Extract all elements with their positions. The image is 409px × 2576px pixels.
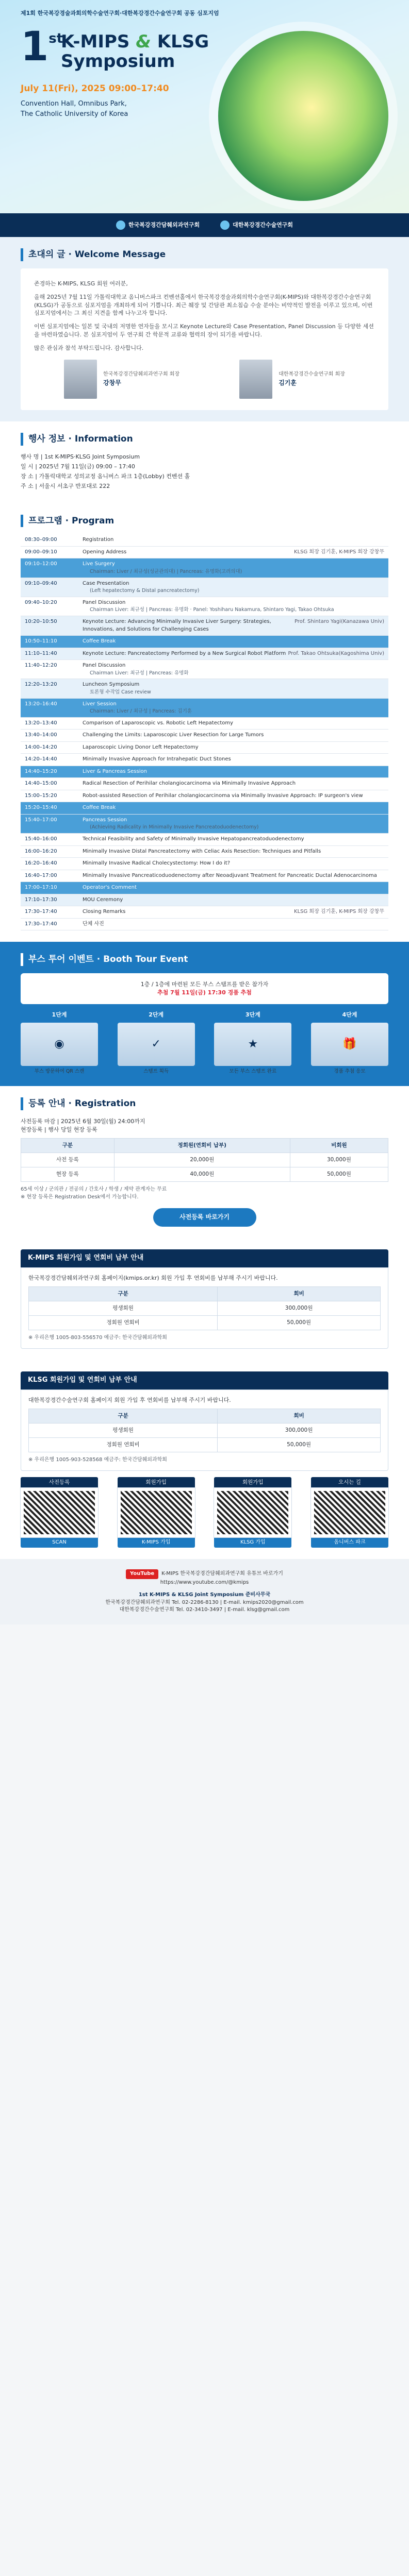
reg-onsite: 현장등록 | 행사 당일 현장 등록 [21, 1126, 97, 1133]
booth-box [21, 973, 388, 1004]
hero-banner [0, 0, 409, 237]
program-row [21, 717, 388, 730]
program-row [21, 741, 388, 754]
registration-title: 등록 안내 · Registration [21, 1097, 388, 1110]
program-session [78, 597, 388, 616]
program-time: 16:40–17:00 [21, 870, 78, 882]
booth-section [0, 942, 409, 1086]
table-row: 정회원 연회비 50,000원 [29, 1316, 381, 1330]
qr-codes [21, 1477, 388, 1548]
program-session [78, 918, 388, 930]
program-topic: Minimally Invasive Approach for Intrahepatic Duct Stones [83, 756, 231, 762]
step-caption: 스탬프 획득 [143, 1068, 169, 1074]
program-time: 09:10–09:40 [21, 578, 78, 597]
klsg-logo: 대한복강경간수술연구회 [220, 221, 293, 230]
signature-klsg: 대한복강경간수술연구회 회장 김기훈 [239, 360, 345, 399]
program-time: 17:30–17:40 [21, 918, 78, 930]
booth-step [214, 1010, 291, 1075]
kmips-logo-icon [116, 221, 125, 230]
hero-title: K-MIPS & KLSG Symposium [61, 31, 209, 72]
kmips-card [21, 1267, 388, 1349]
program-time: 09:00–09:10 [21, 546, 78, 558]
program-row [21, 778, 388, 790]
hero-date: July 11(Fri), 2025 09:00–17:40 [21, 83, 169, 94]
program-time: 16:00–16:20 [21, 845, 78, 858]
qr-label: 오시는 길 [311, 1477, 388, 1488]
program-topic: Panel Discussion [83, 663, 126, 669]
step-caption: 모든 부스 스탬프 완료 [229, 1068, 277, 1074]
qr-code-icon[interactable] [118, 1488, 195, 1537]
welcome-greeting: 존경하는 K-MIPS, KLSG 회원 여러분, [34, 280, 128, 287]
program-time: 16:20–16:40 [21, 858, 78, 870]
booth-draw: 추첨 7월 11일(금) 17:30 경품 추첨 [157, 989, 252, 996]
program-row [21, 558, 388, 578]
signature-kmips: 한국복강경간담췌외과연구회 회장 강창무 [64, 360, 179, 399]
qr-tag: KLSG 가입 [214, 1537, 291, 1548]
klsg-membership-section [0, 1360, 409, 1560]
footer [0, 1559, 409, 1624]
program-time: 14:00–14:20 [21, 741, 78, 754]
program-row [21, 918, 388, 930]
program-row [21, 597, 388, 616]
table-row: 평생회원 300,000원 [29, 1423, 381, 1437]
program-session [78, 717, 388, 730]
qr-code-icon[interactable] [311, 1488, 388, 1537]
qr-item[interactable] [311, 1477, 388, 1548]
program-topic: Operator's Comment [83, 885, 137, 891]
program-time: 13:20–13:40 [21, 717, 78, 730]
qr-code-icon[interactable] [214, 1488, 291, 1537]
hero-venue: Convention Hall, Omnibus Park, The Catholic University of Korea [21, 100, 128, 118]
program-topic: Pancreas Session [83, 817, 127, 823]
qr-tag: 옴니버스 파크 [311, 1537, 388, 1548]
booth-title: 부스 투어 이벤트 · Booth Tour Event [21, 953, 388, 966]
kmips-account: ※ 우리은행 1005-803-556570 예금주: 한국간담췌외과학회 [28, 1335, 167, 1341]
step-caption: 부스 방문하여 QR 스캔 [34, 1068, 85, 1074]
program-session [78, 741, 388, 754]
qr-item[interactable] [21, 1477, 98, 1548]
program-section [0, 503, 409, 942]
table-row: 평생회원 300,000원 [29, 1301, 381, 1315]
program-topic: Coffee Break [83, 805, 116, 811]
program-topic: Robot-assisted Resection of Perihilar cholangiocarcinoma via Minimally Invasive Approach: IP surgeon's view [83, 792, 363, 799]
booth-step [21, 1010, 98, 1075]
youtube-link[interactable]: YouTube K-MIPS 한국복강경간담췌외과연구회 유튜브 바로가기 [21, 1569, 388, 1579]
step-number: 3단계 [239, 1010, 267, 1020]
klsg-card [21, 1389, 388, 1471]
program-topic: Comparison of Laparoscopic vs. Robotic Left Hepatectomy [83, 720, 234, 726]
program-sub: Chairman: Liver / 최규성 | Pancreas: 김기훈 [90, 708, 192, 715]
program-session [78, 766, 388, 778]
program-row [21, 814, 388, 833]
welcome-paragraph: 이번 심포지엄에는 일본 및 국내의 저명한 연자들을 모시고 Keynote Lecture와 Case Presentation, Panel Discussion 등 다양한 세션을 마련하였습니다. 본 심포지엄이 두 연구회 간 학문적 교류와 협력의 장이 되기를 바랍니다. [34, 323, 374, 338]
program-speaker: Prof. Shintaro Yagi(Kanazawa Univ) [294, 619, 384, 625]
registration-section [0, 1086, 409, 1238]
program-row [21, 845, 388, 858]
fee-header: 비회원 [290, 1138, 388, 1153]
fee-header: 구분 [21, 1138, 114, 1153]
info-title: 행사 정보 · Information [21, 433, 388, 446]
program-time: 14:40–15:00 [21, 778, 78, 790]
program-session [78, 698, 388, 717]
program-topic: Radical Resection of Perihilar cholangiocarcinoma via Minimally Invasive Approach [83, 781, 296, 787]
program-row [21, 616, 388, 636]
program-row [21, 894, 388, 906]
table-row: 사전 등록 20,000원 30,000원 [21, 1153, 388, 1167]
info-date: 일 시 | 2025년 7월 11일(금) 09:00 – 17:40 [21, 463, 135, 470]
program-row [21, 698, 388, 717]
program-table [21, 534, 388, 930]
program-time: 13:20–16:40 [21, 698, 78, 717]
program-topic: Keynote Lecture: Pancreatectomy Performed by a New Surgical Robot Platform [83, 650, 286, 656]
program-time: 14:40–15:20 [21, 766, 78, 778]
table-row: 정회원 연회비 50,000원 [29, 1438, 381, 1452]
program-topic: Laparoscopic Living Donor Left Hepatectomy [83, 744, 199, 750]
program-row [21, 636, 388, 648]
program-sub: Chairman: Liver / 최규성(성균관의대) | Pancreas: 유명화(고려의대) [90, 568, 242, 574]
step-number: 1단계 [46, 1010, 73, 1020]
program-row [21, 870, 388, 882]
program-row [21, 578, 388, 597]
program-session [78, 648, 388, 660]
program-row [21, 790, 388, 802]
hero-subtitle: 제1회 한국복강경술과회의학수술연구회·대한복강경간수술연구회 공동 심포지엄 [21, 10, 219, 16]
president-photo [64, 360, 97, 399]
program-speaker: KLSG 회장 김기훈, K-MIPS 회장 강창무 [294, 549, 384, 555]
signatures [34, 360, 375, 399]
program-topic: Panel Discussion [83, 599, 126, 605]
klsg-fee-table: 구분 회비 평생회원 300,000원 정회원 연회비 50,000원 [28, 1409, 381, 1453]
program-time: 09:10–12:00 [21, 558, 78, 578]
welcome-paragraph: 많은 관심과 참석 부탁드립니다. 감사합니다. [34, 345, 144, 352]
program-time: 15:40–17:00 [21, 814, 78, 833]
booth-step [311, 1010, 388, 1075]
program-topic: 단체 사진 [83, 921, 104, 927]
qr-code-icon[interactable] [21, 1488, 98, 1537]
program-session [78, 679, 388, 698]
program-session [78, 834, 388, 846]
qr-label: 회원가입 [214, 1477, 291, 1488]
program-row [21, 906, 388, 919]
program-sub: Chairman Liver: 최규성 | Pancreas: 유명화 [90, 670, 189, 676]
program-session [78, 882, 388, 894]
booth-rule: 1층 / 1층에 마련된 모든 부스 스탬프를 받은 참가자 [140, 980, 269, 988]
qr-label: 회원가입 [118, 1477, 195, 1488]
program-time: 15:00–15:20 [21, 790, 78, 802]
hero-illustration [218, 31, 388, 201]
program-topic: Case Presentation [83, 580, 129, 586]
program-topic: Challenging the Limits: Laparoscopic Liver Resection for Large Tumors [83, 732, 264, 738]
program-time: 17:00–17:10 [21, 882, 78, 894]
reg-note: 65세 이상 / 군의관 / 전공의 / 간호사 / 학생 / 제약 관계자는 무료 [21, 1187, 167, 1193]
footer-contact: 한국복강경간담췌외과연구회 Tel. 02-2286-8130 | E-mail. kmips2020@gmail.com [105, 1599, 304, 1605]
program-row [21, 834, 388, 846]
program-time: 17:30–17:40 [21, 906, 78, 919]
program-row [21, 882, 388, 894]
program-session [78, 845, 388, 858]
program-sub: Chairman Liver: 최규성 | Pancreas: 유명화 · Panel: Yoshiharu Nakamura, Shintaro Yagi, Takao Ohtsuka [90, 607, 334, 613]
fee-table [21, 1138, 388, 1182]
program-row [21, 754, 388, 766]
info-name: 행사 명 | 1st K-MIPS·KLSG Joint Symposium [21, 453, 140, 460]
reg-note: ※ 현장 등록은 Registration Desk에서 가능합니다. [21, 1194, 139, 1200]
program-row [21, 679, 388, 698]
program-speaker: KLSG 회장 김기훈, K-MIPS 회장 강창무 [294, 909, 384, 915]
step-image: ◉ [21, 1023, 98, 1066]
program-topic: Closing Remarks [83, 909, 126, 915]
program-time: 10:20–10:50 [21, 616, 78, 636]
president-photo [239, 360, 272, 399]
program-topic: Minimally Invasive Radical Cholecystectomy: How I do it? [83, 860, 231, 867]
program-session [78, 778, 388, 790]
program-session [78, 546, 388, 558]
program-sub: (Achieving Radicality in Minimally Invasive Pancreatoduodenectomy) [90, 824, 259, 831]
kmips-fee-table: 구분 회비 평생회원 300,000원 정회원 연회비 50,000원 [28, 1286, 381, 1331]
program-topic: Minimally Invasive Distal Pancreatectomy with Celiac Axis Resection: Techniques and Pitfalls [83, 848, 321, 854]
program-topic: Keynote Lecture: Advancing Minimally Invasive Liver Surgery: Strategies, Innovations, and Solutions for Challenging Cases [83, 619, 271, 632]
program-session [78, 790, 388, 802]
program-topic: Liver & Pancreas Session [83, 768, 147, 774]
step-image: 🎁 [311, 1023, 388, 1066]
program-time: 12:20–13:20 [21, 679, 78, 698]
program-topic: Opening Address [83, 549, 127, 555]
program-row [21, 534, 388, 546]
program-session [78, 534, 388, 546]
program-session [78, 578, 388, 597]
program-row [21, 660, 388, 679]
kmips-desc: 한국복강경간담췌외과연구회 홈페이지(kmips.or.kr) 회원 가입 후 연회비를 납부해 주시기 바랍니다. [28, 1274, 278, 1281]
program-time: 11:40–12:20 [21, 660, 78, 679]
qr-item[interactable] [118, 1477, 195, 1548]
qr-label: 사전등록 [21, 1477, 98, 1488]
program-session [78, 730, 388, 742]
program-session [78, 754, 388, 766]
booth-step [118, 1010, 195, 1075]
program-row [21, 648, 388, 660]
qr-tag: K-MIPS 가입 [118, 1537, 195, 1548]
klsg-account: ※ 우리은행 1005-903-528568 예금주: 한국간담췌외과학회 [28, 1457, 167, 1463]
klsg-membership-title: KLSG 회원가입 및 연회비 납부 안내 [21, 1371, 388, 1389]
program-topic: Luncheon Symposium [83, 682, 140, 688]
youtube-icon: YouTube [126, 1569, 158, 1579]
program-session [78, 870, 388, 882]
program-row [21, 766, 388, 778]
kmips-logo: 한국복강경간담췌외과연구회 [116, 221, 200, 230]
program-time: 14:20–14:40 [21, 754, 78, 766]
program-row [21, 730, 388, 742]
program-session [78, 906, 388, 919]
program-time: 17:10–17:30 [21, 894, 78, 906]
program-session [78, 616, 388, 636]
welcome-title: 초대의 글 · Welcome Message [21, 248, 388, 261]
reg-deadline: 사전등록 마감 | 2025년 6월 30일(월) 24:00까지 [21, 1117, 145, 1125]
program-time: 09:40–10:20 [21, 597, 78, 616]
program-topic: Coffee Break [83, 638, 116, 645]
program-topic: MOU Ceremony [83, 896, 123, 903]
program-session [78, 814, 388, 833]
table-row: 현장 등록 40,000원 50,000원 [21, 1167, 388, 1182]
step-image: ✓ [118, 1023, 195, 1066]
program-title: 프로그램 · Program [21, 515, 388, 528]
program-session [78, 636, 388, 648]
program-topic: Liver Session [83, 701, 117, 707]
welcome-section [0, 237, 409, 421]
program-topic: Registration [83, 537, 114, 543]
program-topic: Technical Feasibility and Safety of Minimally Invasive Hepatopancreatoduodenectomy [83, 836, 304, 842]
program-sub: (Left hepatectomy & Distal pancreatectomy) [90, 588, 200, 594]
program-time: 08:30–09:00 [21, 534, 78, 546]
program-topic: Minimally Invasive Pancreaticoduodenectomy after Neoadjuvant Treatment for Pancreatic Ductal Adenocarcinoma [83, 872, 377, 878]
program-time: 13:40–14:00 [21, 730, 78, 742]
step-caption: 경품 추첨 응모 [334, 1068, 366, 1074]
program-row [21, 546, 388, 558]
qr-item[interactable] [214, 1477, 291, 1548]
program-session [78, 858, 388, 870]
qr-tag: SCAN [21, 1537, 98, 1548]
program-time: 11:10–11:40 [21, 648, 78, 660]
info-address: 주 소 | 서울시 서초구 반포대로 222 [21, 482, 110, 489]
kmips-membership-title: K-MIPS 회원가입 및 연회비 납부 안내 [21, 1249, 388, 1267]
program-session [78, 894, 388, 906]
program-time: 10:50–11:10 [21, 636, 78, 648]
step-number: 2단계 [142, 1010, 170, 1020]
program-row [21, 802, 388, 815]
program-session [78, 802, 388, 815]
program-session [78, 660, 388, 679]
hero-number: 1st [21, 24, 63, 70]
hero-logos [0, 213, 409, 237]
step-image: ★ [214, 1023, 291, 1066]
klsg-desc: 대한복강경간수술연구회 홈페이지 회원 가입 후 연회비를 납부해 주시기 바랍니다. [28, 1396, 231, 1403]
program-time: 15:40–16:00 [21, 834, 78, 846]
klsg-logo-icon [220, 221, 230, 230]
booth-steps [21, 1010, 388, 1075]
program-speaker: Prof. Takao Ohtsuka(Kagoshima Univ) [288, 650, 384, 656]
program-session [78, 558, 388, 578]
program-time: 15:20–15:40 [21, 802, 78, 815]
program-topic: Live Surgery [83, 561, 115, 567]
program-row [21, 858, 388, 870]
pre-registration-button[interactable]: 사전등록 바로가기 [153, 1208, 256, 1226]
info-venue: 장 소 | 가톨릭대학교 성의교정 옴니버스 파크 1층(Lobby) 컨벤션 홀 [21, 472, 190, 480]
welcome-paragraph: 올해 2025년 7월 11일 가톨릭대학교 옴니버스파크 컨벤션홀에서 한국복강경술과회의학수술연구회(K-MIPS)와 대한복강경간수술연구회(KLSG)가 공동으로 심포지엄을 개최하게 되어 기쁩니다. 최근 췌장 및 간담관 최소침습 수술 분야는 비약적인 발전을 이루고 있으며, 이번 심포지엄에서는 그 최신 지견을 함께 나누고자 합니다. [34, 293, 373, 317]
program-sub: 토론형 수작업 Case review [90, 689, 151, 695]
kmips-membership-section [0, 1238, 409, 1360]
youtube-url[interactable]: https://www.youtube.com/@kmips [160, 1579, 249, 1585]
footer-contact: 대한복강경간수술연구회 Tel. 02-3410-3497 | E-mail. klsg@gmail.com [119, 1607, 290, 1613]
info-section [0, 421, 409, 503]
welcome-body [21, 268, 388, 411]
step-number: 4단계 [336, 1010, 364, 1020]
info-list [21, 453, 388, 490]
footer-org: 1st K-MIPS & KLSG Joint Symposium 준비사무국 [138, 1592, 271, 1598]
fee-header: 정회원(연회비 납부) [114, 1138, 290, 1153]
